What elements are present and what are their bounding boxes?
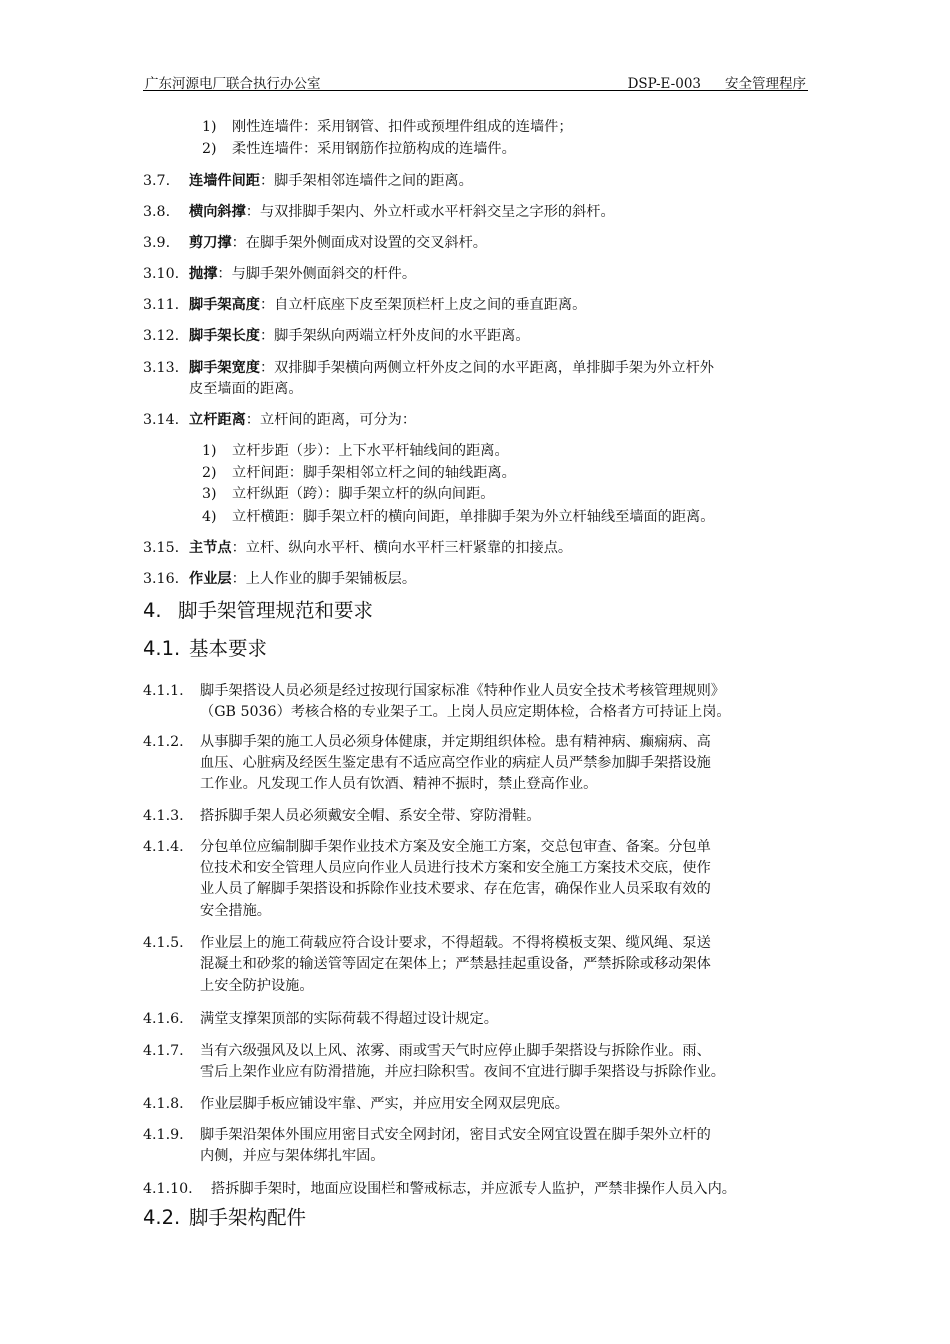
text-line — [143, 933, 711, 953]
line-text: 基本要求 — [189, 637, 268, 660]
clause-number: 3.11. — [143, 297, 180, 313]
clause-number: 4.1.4. — [143, 839, 184, 855]
header-doc-code: DSP-E-003 — [627, 76, 701, 92]
defined-term: 脚手架高度 — [189, 297, 260, 313]
clause-number: 4.2. — [143, 1206, 181, 1229]
line-text: 上安全防护设施。 — [200, 978, 314, 994]
text-line — [143, 233, 487, 253]
line-text: 工作业。凡发现工作人员有饮酒、精神不振时，禁止登高作业。 — [200, 776, 598, 792]
line-text: 安全措施。 — [200, 903, 271, 919]
clause-number: 1) — [202, 119, 217, 135]
text-line — [143, 681, 725, 701]
header-organization: 广东河源电厂联合执行办公室 — [145, 76, 321, 92]
line-text: 立杆间距：脚手架相邻立杆之间的轴线距离。 — [232, 465, 516, 481]
line-text: 内侧，并应与架体绑扎牢固。 — [200, 1148, 385, 1164]
text-line — [200, 702, 731, 722]
line-text: ：与双排脚手架内、外立杆或水平杆斜交呈之字形的斜杆。 — [245, 204, 615, 220]
text-line — [202, 117, 573, 137]
line-text: ：自立杆底座下皮至架顶栏杆上皮之间的垂直距离。 — [259, 297, 587, 313]
clause-number: 1) — [202, 443, 217, 459]
text-line — [200, 1146, 384, 1166]
line-text: 脚手架搭设人员必须是经过按现行国家标准《特种作业人员安全技术考核管理规则》 — [200, 683, 725, 699]
line-text: ：立杆、纵向水平杆、横向水平杆三杆紧靠的扣接点。 — [231, 540, 573, 556]
text-line — [200, 879, 711, 899]
text-line — [143, 410, 416, 430]
clause-number: 3.9. — [143, 235, 171, 251]
section-heading — [143, 598, 373, 624]
clause-number: 3) — [202, 486, 217, 502]
line-text: ：脚手架纵向两端立杆外皮间的水平距离。 — [259, 328, 530, 344]
clause-number: 4. — [143, 599, 162, 622]
line-text: ：与脚手架外侧面斜交的杆件。 — [217, 266, 417, 282]
clause-number: 4.1.10. — [143, 1181, 193, 1197]
text-line — [143, 1179, 736, 1199]
defined-term: 主节点 — [189, 540, 232, 556]
line-text: ：在脚手架外侧面成对设置的交叉斜杆。 — [231, 235, 487, 251]
defined-term: 连墙件间距 — [189, 173, 260, 189]
text-line — [143, 1125, 711, 1145]
text-line — [202, 507, 714, 527]
text-line — [143, 326, 530, 346]
text-line — [143, 538, 572, 558]
line-text: （GB 5036）考核合格的专业架子工。上岗人员应定期体检，合格者方可持证上岗。 — [200, 704, 731, 720]
text-line — [143, 202, 615, 222]
section-heading — [143, 1205, 306, 1231]
line-text: 脚手架沿架体外围应用密目式安全网封闭，密目式安全网宜设置在脚手架外立杆的 — [200, 1127, 711, 1143]
header-right — [628, 72, 806, 92]
text-line — [202, 139, 516, 159]
clause-number: 4.1.9. — [143, 1127, 184, 1143]
clause-number: 4.1.5. — [143, 935, 184, 951]
text-line — [143, 732, 711, 752]
line-text: 混凝土和砂浆的输送管等固定在架体上；严禁悬挂起重设备，严禁拆除或移动架体 — [200, 956, 711, 972]
defined-term: 立杆距离 — [189, 412, 246, 428]
text-line — [143, 358, 714, 378]
clause-number: 3.12. — [143, 328, 180, 344]
clause-number: 3.8. — [143, 204, 171, 220]
clause-number: 4.1. — [143, 637, 181, 660]
text-line — [200, 774, 597, 794]
line-text: 位技术和安全管理人员应向作业人员进行技术方案和安全施工方案技术交底，使作 — [200, 860, 711, 876]
clause-number: 3.7. — [143, 173, 171, 189]
text-line — [200, 1062, 725, 1082]
clause-number: 4.1.1. — [143, 683, 184, 699]
line-text: 分包单位应编制脚手架作业技术方案及安全施工方案，交总包审查、备案。分包单 — [200, 839, 711, 855]
line-text: 当有六级强风及以上风、浓雾、雨或雪天气时应停止脚手架搭设与拆除作业。雨、 — [200, 1043, 711, 1059]
line-text: 皮至墙面的距离。 — [189, 381, 303, 397]
defined-term: 作业层 — [189, 571, 232, 587]
text-line — [143, 1094, 569, 1114]
clause-number: 3.13. — [143, 360, 180, 376]
clause-number: 4.1.2. — [143, 734, 184, 750]
defined-term: 脚手架宽度 — [189, 360, 260, 376]
text-line — [143, 1009, 498, 1029]
text-line — [202, 463, 516, 483]
page-header — [143, 70, 808, 91]
line-text: 搭拆脚手架人员必须戴安全帽、系安全带、穿防滑鞋。 — [200, 808, 541, 824]
clause-number: 2) — [202, 465, 217, 481]
text-line — [143, 837, 711, 857]
line-text: 立杆纵距（跨）：脚手架立杆的纵向间距。 — [232, 486, 495, 502]
line-text: ：立杆间的距离，可分为： — [245, 412, 417, 428]
line-text: 脚手架构配件 — [189, 1206, 307, 1229]
text-line — [200, 954, 711, 974]
clause-number: 3.15. — [143, 540, 180, 556]
text-line — [200, 901, 271, 921]
text-line — [200, 753, 711, 773]
line-text: 脚手架管理规范和要求 — [178, 599, 374, 622]
header-doc-title: 安全管理程序 — [725, 76, 806, 92]
line-text: 刚性连墙件：采用钢管、扣件或预埋件组成的连墙件； — [232, 119, 573, 135]
clause-number: 4) — [202, 509, 217, 525]
defined-term: 剪刀撑 — [189, 235, 232, 251]
clause-number: 3.14. — [143, 412, 180, 428]
section-heading — [143, 636, 267, 662]
line-text: 柔性连墙件：采用钢筋作拉筋构成的连墙件。 — [232, 141, 516, 157]
defined-term: 抛撑 — [189, 266, 218, 282]
line-text: 作业层脚手板应铺设牢靠、严实，并应用安全网双层兜底。 — [200, 1096, 569, 1112]
clause-number: 4.1.7. — [143, 1043, 184, 1059]
line-text: 业人员了解脚手架搭设和拆除作业技术要求、存在危害，确保作业人员采取有效的 — [200, 881, 711, 897]
line-text: 立杆步距（步）：上下水平杆轴线间的距离。 — [232, 443, 509, 459]
line-text: ：双排脚手架横向两侧立杆外皮之间的水平距离，单排脚手架为外立杆外 — [259, 360, 714, 376]
defined-term: 脚手架长度 — [189, 328, 260, 344]
text-line — [143, 171, 473, 191]
line-text: 雪后上架作业应有防滑措施，并应扫除积雪。夜间不宜进行脚手架搭设与拆除作业。 — [200, 1064, 725, 1080]
line-text: 搭拆脚手架时，地面应设围栏和警戒标志，并应派专人监护，严禁非操作人员入内。 — [211, 1181, 736, 1197]
text-line — [143, 264, 416, 284]
clause-number: 3.10. — [143, 266, 180, 282]
clause-number: 3.16. — [143, 571, 180, 587]
text-line — [143, 295, 586, 315]
text-line — [202, 484, 494, 504]
text-line — [200, 976, 314, 996]
text-line — [143, 569, 416, 589]
line-text: 作业层上的施工荷载应符合设计要求，不得超载。不得将模板支架、缆风绳、泵送 — [200, 935, 711, 951]
line-text: 立杆横距：脚手架立杆的横向间距，单排脚手架为外立杆轴线至墙面的距离。 — [232, 509, 715, 525]
text-line — [189, 379, 303, 399]
text-line — [200, 858, 711, 878]
line-text: 从事脚手架的施工人员必须身体健康，并定期组织体检。患有精神病、癫痫病、高 — [200, 734, 711, 750]
clause-number: 4.1.3. — [143, 808, 184, 824]
line-text: 血压、心脏病及经医生鉴定患有不适应高空作业的病症人员严禁参加脚手架搭设施 — [200, 755, 711, 771]
text-line — [143, 806, 541, 826]
clause-number: 4.1.6. — [143, 1011, 184, 1027]
line-text: ：脚手架相邻连墙件之间的距离。 — [259, 173, 473, 189]
text-line — [143, 1041, 711, 1061]
clause-number: 4.1.8. — [143, 1096, 184, 1112]
text-line — [202, 441, 509, 461]
line-text: 满堂支撑架顶部的实际荷载不得超过设计规定。 — [200, 1011, 498, 1027]
line-text: ：上人作业的脚手架铺板层。 — [231, 571, 417, 587]
clause-number: 2) — [202, 141, 217, 157]
defined-term: 横向斜撑 — [189, 204, 246, 220]
